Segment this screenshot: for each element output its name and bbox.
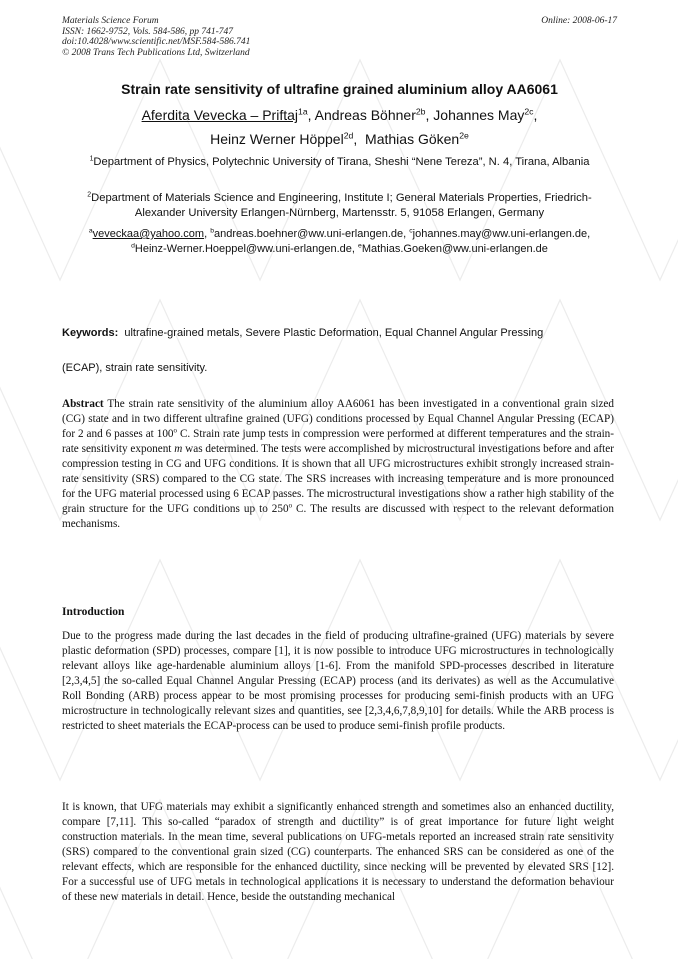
email-link[interactable]: veveckaa@yahoo.com bbox=[92, 228, 205, 240]
exponent-symbol: m bbox=[174, 443, 183, 455]
degree-sup: o bbox=[288, 501, 293, 510]
abstract-text: C. The results are discussed with respect to the relevant deformation mechanisms. bbox=[62, 503, 614, 530]
author-sup: 1a bbox=[298, 106, 308, 117]
abstract-text: C. Strain rate jump tests in compression were performed at different temperatures and the strain-rate sensitivity exponent bbox=[62, 428, 614, 455]
email-sup: a bbox=[88, 227, 93, 235]
intro-paragraph: Due to the progress made during the last decades in the field of producing ultrafine-grained (UFG) materials by severe plastic deformation (SPD) processes, compare [1], it is now possible to introduce UFG microstructures in technologically relevant alloys like age-hardenable aluminium alloys [1-6]. From the manifold SPD-processes described in literature [2,3,4,5] the so-called Equal Channel Angular Pressing (ECAP) process (and its derivates) as well as the Accumulative Roll Bonding (ARB) process appear to be most promising processes for producing semi-finish products with an UFG microstructure in technologically relevant sizes and quantities, see [2,3,4,6,7,8,9,10] for details. While the ARB process is restricted to sheet materials the ECAP-process can be used to produce semi-finish profile products. bbox=[62, 630, 614, 732]
email-text: johannes.may@ww.uni-erlangen.de bbox=[412, 228, 588, 240]
author-name: Andreas Böhner bbox=[314, 107, 416, 123]
keywords-label: Keywords: bbox=[62, 327, 119, 339]
keywords-continued: (ECAP), strain rate sensitivity. bbox=[62, 362, 208, 374]
journal-header bbox=[62, 16, 617, 58]
abstract-text: was determined. The tests were accomplished by microstructural investigations before and after compression testing in CG and UFG conditions. It is shown that all UFG microstructures exhibit strongly increased strain-rate sensitivity (SRS) compared to the CG state. The SRS increases with increasing temperature and is more pronounced for the UFG material processed using 6 ECAP passes. The microstructural investigations show a rather high stability of the grain structure for the UFG conditions up to 250 bbox=[62, 443, 614, 515]
journal-name: Materials Science Forum bbox=[62, 16, 159, 26]
degree-sup: o bbox=[173, 426, 177, 435]
online-date: Online: 2008-06-17 bbox=[541, 16, 617, 26]
author-name: Mathias Göken bbox=[365, 131, 460, 147]
author-sup: 2b bbox=[415, 106, 426, 117]
author-sup: 2d bbox=[343, 130, 354, 141]
email-text: Mathias.Goeken@ww.uni-erlangen.de bbox=[361, 242, 548, 255]
intro-paragraph: It is known, that UFG materials may exhibit a significantly enhanced strength and sometimes also an enhanced ductility, compare [7,11]. This so-called “paradox of strength and ductility” is of great importance for future light weight construction materials. In the mean time, several publications on UFG-metals reported an increased strain rate sensitivity (SRS) compared to the conventional grain sized (CG) counterparts. The enhanced SRS can be considered as one of the relevant effects, which are responsible for the enhanced ductility, since necking will be prevented by elevated SRS [12]. For a successful use of UFG metals in technological applications it is necessary to understand the deformation behaviour of these new materials in detail. Hence, beside the outstanding mechanical bbox=[62, 801, 614, 903]
affiliation bbox=[70, 155, 609, 170]
affiliation-sup: 2 bbox=[87, 191, 92, 199]
affiliation bbox=[70, 191, 609, 221]
email-text: Heinz-Werner.Hoeppel@ww.uni-erlangen.de bbox=[134, 242, 352, 255]
abstract bbox=[62, 397, 614, 532]
email-sup: e bbox=[358, 241, 362, 249]
issn-line: ISSN: 1662-9752, Vols. 584-586, pp 741-747 bbox=[62, 26, 233, 37]
author-list: Aferdita Vevecka – Priftaj$^{1a}$, Andreas Böhner$^{2b}$, Johannes May$^{2c}$, Heinz Werner Höppel$^{2d}$, Mathias Göken$^{2e}$ bbox=[141, 106, 538, 147]
author-emails: $^a$veveckaa@yahoo.com, $^b$andreas.boehner@ww.uni-erlangen.de, $^c$johannes.may@ww.uni-erlangen.de, $^d$Heinz-Werner.Hoeppel@ww.uni-erlangen.de, $^e$Mathias.Goeken@ww.uni-erlangen.de bbox=[88, 227, 591, 255]
author-sup: 2e bbox=[459, 130, 469, 141]
affiliation-text: Department of Physics, Polytechnic University of Tirana, Sheshi “Nene Tereza”, N. 4, Tirana, Albania bbox=[93, 156, 590, 168]
abstract-label: Abstract bbox=[62, 398, 104, 410]
copyright-line: © 2008 Trans Tech Publications Ltd, Switzerland bbox=[62, 47, 250, 58]
author-name: Aferdita Vevecka – Priftaj bbox=[141, 107, 298, 123]
section-heading: Introduction bbox=[62, 606, 125, 618]
keywords bbox=[62, 327, 622, 339]
email-sup: c bbox=[409, 227, 413, 235]
keywords-text: ultrafine-grained metals, Severe Plastic Deformation, Equal Channel Angular Pressing bbox=[124, 327, 544, 339]
abstract-text: The strain rate sensitivity of the aluminium alloy AA6061 has been investigated in a conventional grain sized (CG) state and in two different ultrafine grained (UFG) conditions processed by Equal Channel Angular Pressing (ECAP) for 2 and 6 passes at 100 bbox=[62, 398, 614, 440]
author-name: Johannes May bbox=[433, 107, 525, 123]
affiliation-sup: 1 bbox=[89, 155, 94, 163]
email-text: andreas.boehner@ww.uni-erlangen.de bbox=[214, 228, 404, 240]
author-sup: 2c bbox=[524, 106, 534, 117]
email-sup: b bbox=[210, 227, 214, 235]
author-name: Heinz Werner Höppel bbox=[210, 131, 344, 147]
doi-line: doi:10.4028/www.scientific.net/MSF.584-586.741 bbox=[62, 37, 251, 47]
affiliation-text: Department of Materials Science and Engineering, Institute I; General Materials Properties, Friedrich-Alexander University Erlangen-Nürnberg, Martensstr. 5, 91058 Erlangen, Germany bbox=[91, 192, 592, 219]
paper-title: Strain rate sensitivity of ultrafine grained aluminium alloy AA6061 bbox=[121, 81, 558, 97]
email-sup: d bbox=[131, 241, 135, 249]
